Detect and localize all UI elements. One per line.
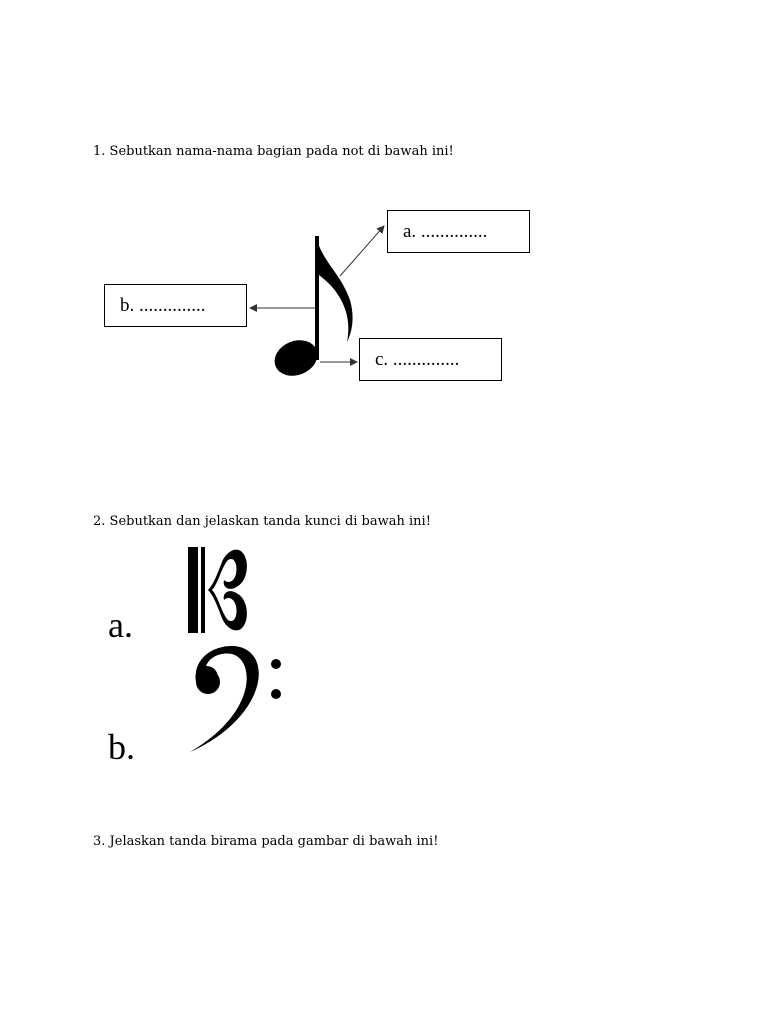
clef-label-b: b.	[108, 727, 135, 767]
arrow-a	[340, 226, 384, 276]
question-3: 3. Jelaskan tanda birama pada gambar di bawah ini!	[93, 834, 439, 849]
eighth-note-icon	[269, 236, 352, 382]
answer-box-a[interactable]: a. ..............	[387, 210, 530, 253]
question-1: 1. Sebutkan nama-nama bagian pada not di bawah ini!	[93, 144, 454, 159]
alto-clef-icon	[188, 547, 247, 633]
answer-box-b[interactable]: b. ..............	[104, 284, 247, 327]
bass-clef-icon	[190, 646, 281, 752]
question-2: 2. Sebutkan dan jelaskan tanda kunci di bawah ini!	[93, 514, 431, 529]
answer-box-c[interactable]: c. ..............	[359, 338, 502, 381]
clef-label-a: a.	[108, 605, 133, 645]
